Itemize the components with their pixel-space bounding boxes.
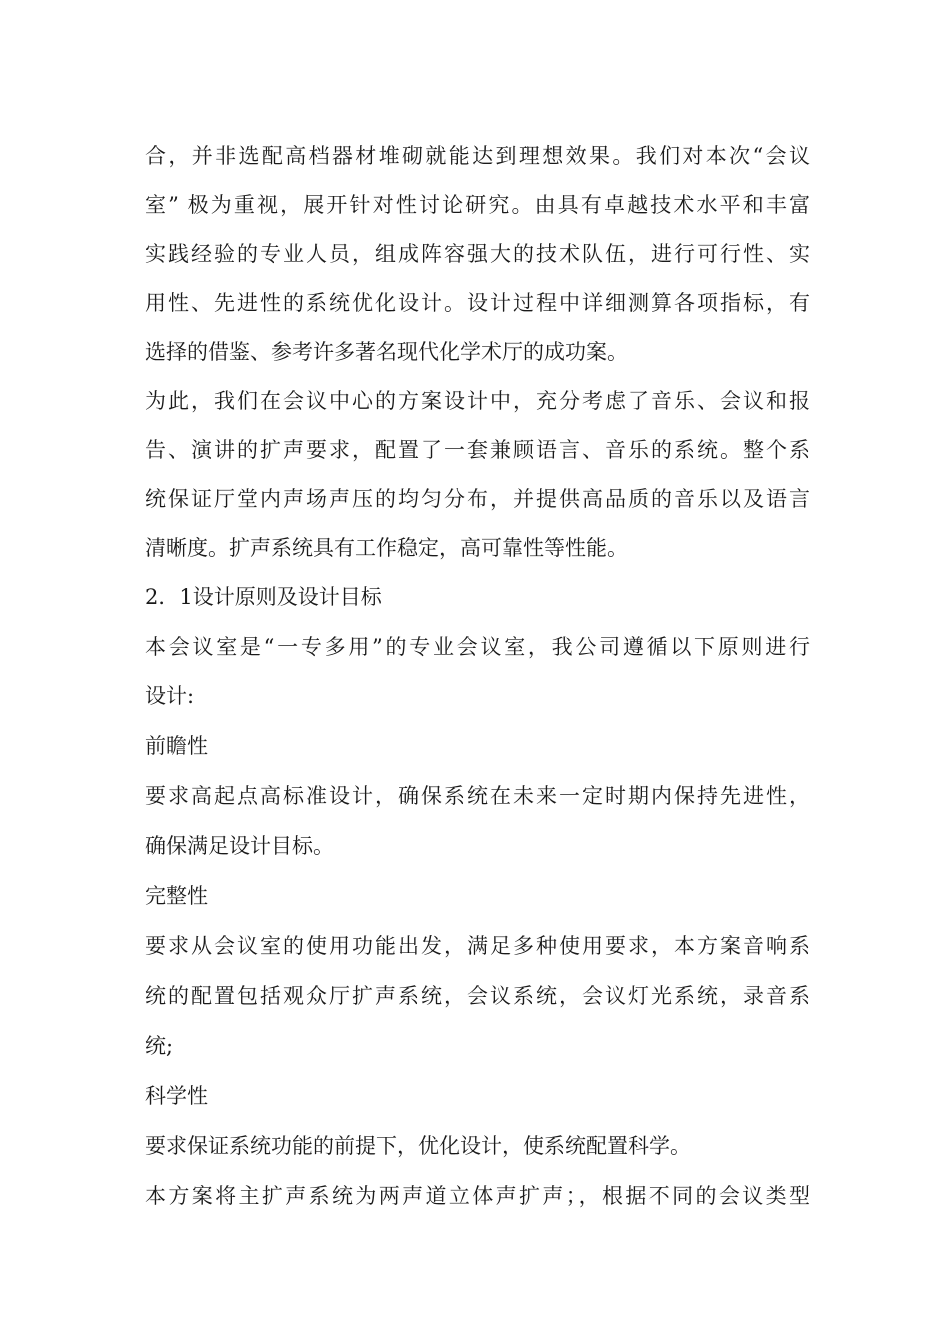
- body-text-line: 要求高起点高标准设计，确保系统在未来一定时期内保持先进性，: [145, 784, 810, 808]
- body-text-line: 选择的借鉴、参考许多著名现代化学术厅的成功案。: [145, 340, 628, 364]
- body-text-line: 室” 极为重视，展开针对性讨论研究。由具有卓越技术水平和丰富: [145, 193, 810, 217]
- principle-heading: 前瞻性: [145, 734, 208, 758]
- body-text-line: 合，并非选配高档器材堆砌就能达到理想效果。我们对本次“会议: [145, 144, 810, 168]
- body-text-line: 设计:: [145, 684, 195, 708]
- body-text-line: 本方案将主扩声系统为两声道立体声扩声；，根据不同的会议类型: [145, 1184, 810, 1208]
- body-text-line: 为此，我们在会议中心的方案设计中，充分考虑了音乐、会议和报: [145, 389, 810, 413]
- body-text-line: 要求从会议室的使用功能出发，满足多种使用要求，本方案音响系: [145, 934, 810, 958]
- body-text-line: 统保证厅堂内声场声压的均匀分布，并提供高品质的音乐以及语言: [145, 487, 810, 511]
- body-text-line: 本会议室是“一专多用”的专业会议室，我公司遵循以下原则进行: [145, 635, 810, 659]
- section-heading: 2．1设计原则及设计目标: [145, 585, 382, 609]
- body-text-line: 确保满足设计目标。: [145, 834, 334, 858]
- principle-heading: 科学性: [145, 1084, 208, 1108]
- body-text-line: 要求保证系统功能的前提下，优化设计，使系统配置科学。: [145, 1134, 691, 1158]
- body-text-line: 用性、先进性的系统优化设计。设计过程中详细测算各项指标，有: [145, 291, 810, 315]
- body-text-line: 统的配置包括观众厅扩声系统，会议系统，会议灯光系统，录音系: [145, 984, 810, 1008]
- body-text-line: 清晰度。扩声系统具有工作稳定，高可靠性等性能。: [145, 536, 628, 560]
- principle-heading: 完整性: [145, 884, 208, 908]
- body-text-line: 统;: [145, 1034, 174, 1058]
- body-text-line: 实践经验的专业人员，组成阵容强大的技术队伍，进行可行性、实: [145, 242, 810, 266]
- body-text-line: 告、演讲的扩声要求，配置了一套兼顾语言、音乐的系统。整个系: [145, 438, 810, 462]
